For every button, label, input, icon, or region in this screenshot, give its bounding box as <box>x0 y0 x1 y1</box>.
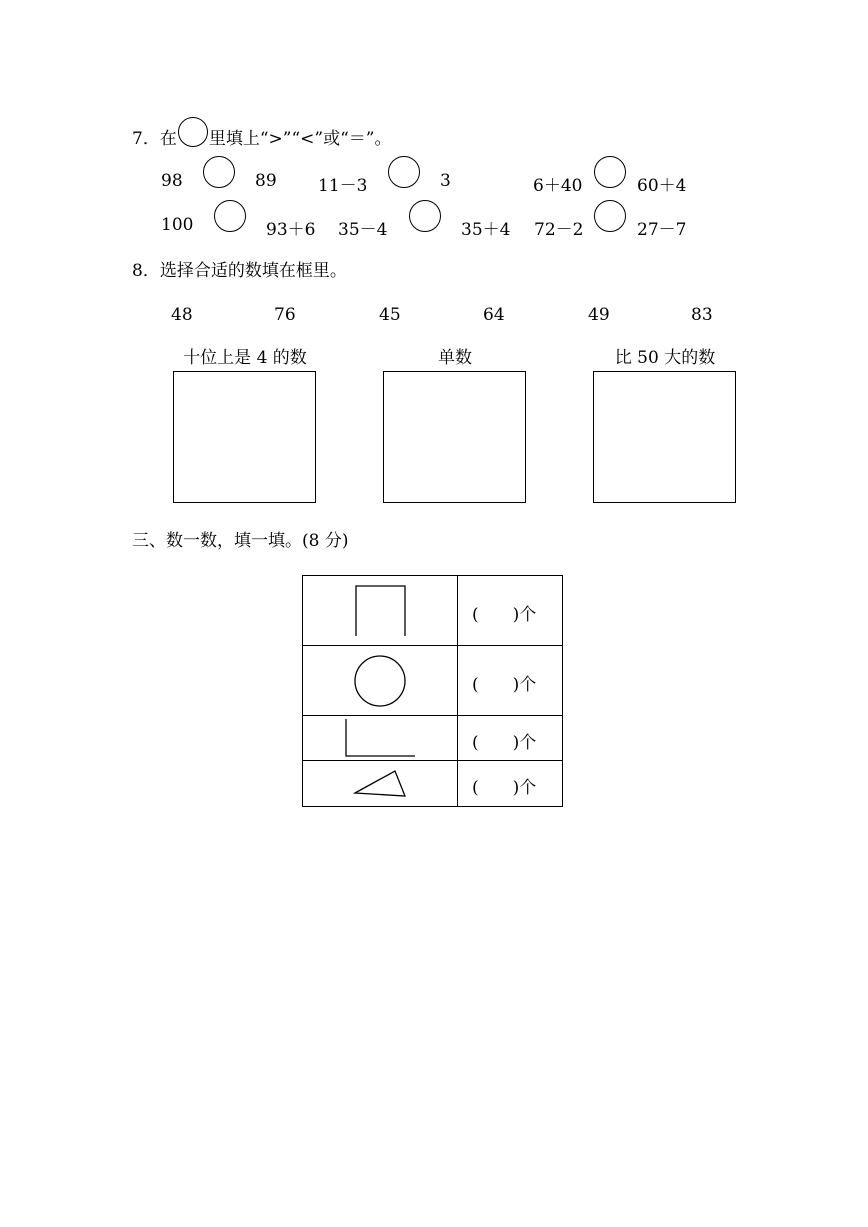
answer-cell[interactable] <box>458 576 563 646</box>
table-row <box>303 576 563 646</box>
q7-r2-item3-left: 72－2 <box>534 220 584 240</box>
section3-title: 三、数一数，填一填。(8 分) <box>132 531 349 551</box>
compare-circle-blank[interactable] <box>409 200 441 232</box>
answer-blank[interactable]: ( )个 <box>472 675 537 695</box>
compare-circle-blank[interactable] <box>388 156 420 188</box>
compare-circle-blank[interactable] <box>594 200 626 232</box>
q7-text-before: 在 <box>159 129 177 149</box>
shape-cell <box>303 716 458 761</box>
table-row <box>303 761 563 807</box>
corner-icon <box>303 716 457 760</box>
table-row <box>303 646 563 716</box>
answer-cell[interactable] <box>458 716 563 761</box>
q7-text-after: 里填上“>”“<”或“＝”。 <box>208 129 392 149</box>
q8-number: 48 <box>171 305 193 325</box>
answer-blank[interactable]: ( )个 <box>472 733 537 753</box>
compare-circle-blank[interactable] <box>203 156 235 188</box>
q8-box-label: 单数 <box>438 348 472 368</box>
q8-box-label: 十位上是 4 的数 <box>183 348 307 368</box>
q7-r1-item3-right: 60＋4 <box>637 176 687 196</box>
q7-r1-item1-left: 98 <box>161 171 183 191</box>
triangle-icon <box>303 761 457 806</box>
shape-cell <box>303 576 458 646</box>
q8-number: 49 <box>588 305 610 325</box>
q7-title <box>132 124 391 151</box>
answer-cell[interactable] <box>458 761 563 807</box>
q8-number: 64 <box>483 305 505 325</box>
q8-title: 8．选择合适的数填在框里。 <box>132 261 347 281</box>
q8-number: 45 <box>379 305 401 325</box>
q7-r1-item2-left: 11－3 <box>318 176 368 196</box>
q8-number: 76 <box>274 305 296 325</box>
table-row <box>303 716 563 761</box>
shape-cell <box>303 646 458 716</box>
q8-number: 83 <box>691 305 713 325</box>
q7-number: 7． <box>132 129 160 149</box>
q7-r2-item3-right: 27－7 <box>637 220 687 240</box>
q7-r2-item1-right: 93＋6 <box>266 220 316 240</box>
compare-circle-blank[interactable] <box>594 156 626 188</box>
shape-cell <box>303 761 458 807</box>
q7-r1-item1-right: 89 <box>255 171 277 191</box>
q7-r2-item2-left: 35－4 <box>338 220 388 240</box>
answer-box-greater-than-50[interactable] <box>593 371 736 503</box>
answer-box-odd-numbers[interactable] <box>383 371 526 503</box>
right-angle-icon <box>303 576 457 645</box>
answer-blank[interactable]: ( )个 <box>472 605 537 625</box>
circle-icon <box>303 646 457 715</box>
q7-r1-item3-left: 6＋40 <box>533 176 583 196</box>
q8-box-label: 比 50 大的数 <box>614 348 716 368</box>
q7-r1-item2-right: 3 <box>440 171 451 191</box>
q7-r2-item2-right: 35＋4 <box>461 220 511 240</box>
answer-blank[interactable]: ( )个 <box>472 778 537 798</box>
answer-box-tens-digit-4[interactable] <box>173 371 316 503</box>
compare-circle-blank[interactable] <box>214 200 246 232</box>
inline-circle-icon <box>178 129 208 151</box>
answer-cell[interactable] <box>458 646 563 716</box>
count-table <box>302 575 563 807</box>
q7-r2-item1-left: 100 <box>161 215 194 235</box>
